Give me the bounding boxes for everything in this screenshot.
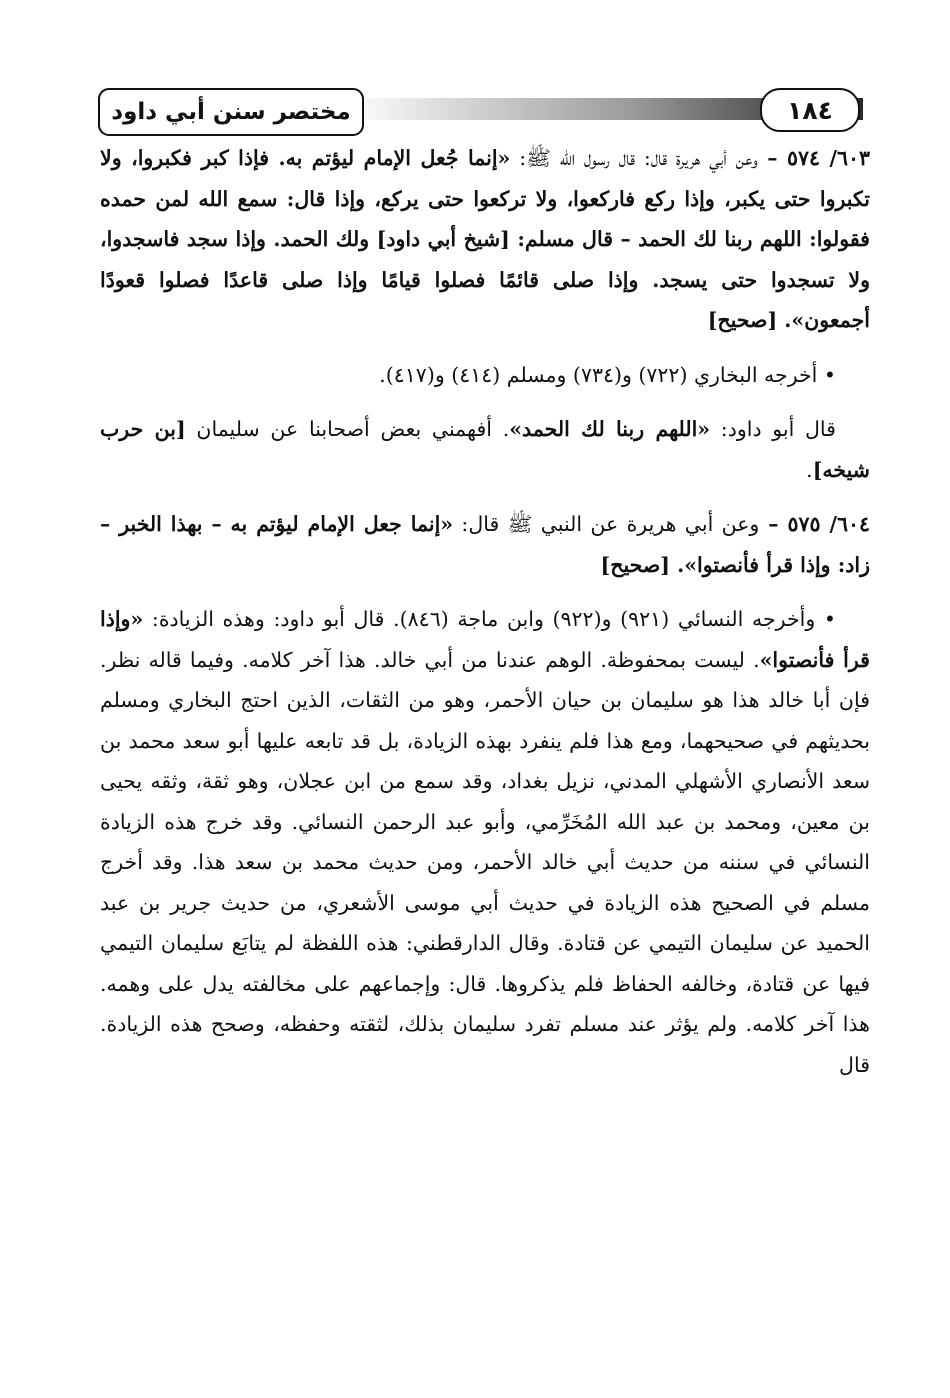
takhrij-604-intro: • وأخرجه النسائي (٩٢١) و(٩٢٢) وابن ماجة (٨٤٦). قال أبو داود: وهذه الزيادة: [143, 607, 837, 631]
takhrij-603-text: • أخرجه البخاري (٧٢٢) و(٧٣٤) ومسلم (٤١٤) و(٤١٧). [379, 362, 836, 387]
comment-603-end: . [806, 457, 813, 482]
takhrij-604-quote: «وإذا قرأ فأنصتوا» [100, 607, 870, 672]
page-header [98, 88, 868, 140]
hadith-604-intro: وعن أبي هريرة عن النبي ﷺ قال: [453, 512, 760, 536]
hadith-603-paragraph [100, 138, 870, 341]
hadith-603-text: «إنما جُعل الإمام ليؤتم به. فإذا كبر فكبروا، ولا تكبروا حتى يكبر، وإذا ركع فاركعوا، ولا تركعوا حتى يركع، وإذا قال: سمع الله لمن حمده فقولوا: اللهم ربنا لك الحمد – قال مسلم: [شيخ أبي داود] ولك الحمد. وإذا سجد فاسجدوا، ولا تسجدوا حتى يسجد. وإذا صلى قائمًا فصلوا قيامًا وإذا صلى قاعدًا فصلوا قعودًا أجمعون». [صحيح] [100, 146, 870, 332]
page-body [100, 138, 870, 1085]
page-number: ١٨٤ [760, 88, 860, 132]
takhrij-604-note [100, 599, 870, 1085]
book-title: مختصر سنن أبي داود [98, 88, 364, 136]
comment-603-quote: «اللهم ربنا لك الحمد» [509, 417, 711, 441]
takhrij-604-discussion: . ليست بمحفوظة. الوهم عندنا من أبي خالد. هذا آخر كلامه. وفيما قاله نظر. فإن أبا خالد هذا هو سليمان بن حيان الأحمر، وهو من الثقات، الذين احتج البخاري ومسلم بحديثهم في صحيحهما، ومع هذا فلم ينفرد بهذه الزيادة، بل قد تابعه عليها أبو سعد محمد بن سعد الأنصاري الأشهلي المدني، نزيل بغداد، وقد سمع من ابن عجلان، وهو ثقة، وثقه يحيى بن معين، ومحمد بن عبد الله المُخَرِّمي، وأبو عبد الرحمن النسائي. وقد خرج هذه الزيادة النسائي في سننه من حديث أبي خالد الأحمر، ومن حديث محمد بن سعد هذا. وقد أخرج مسلم في الصحيح هذه الزيادة في حديث أبي موسى الأشعري، من حديث جرير بن عبد الحميد عن سليمان التيمي عن قتادة. وقال الدارقطني: هذه اللفظة لم يتابَع سليمان التيمي فيها عن قتادة، وخالفه الحفاظ فلم يذكروها. قال: وإجماعهم على مخالفته يدل على وهمه. هذا آخر كلامه. ولم يؤثر عند مسلم تفرد سليمان بذلك، لثقته وحفظه، وصحح هذه الزيادة. قال [100, 647, 870, 1077]
hadith-604-text: «إنما جعل الإمام ليؤتم به – بهذا الخبر – زاد: وإذا قرأ فأنصتوا». [صحيح] [100, 512, 870, 577]
comment-603-intro: قال أبو داود: [710, 417, 836, 441]
hadith-604-number: ٦٠٤/ ٥٧٥ – [759, 512, 870, 536]
comment-603-bracket: [بن حرب شيخه] [100, 417, 870, 482]
hadith-603-intro: وعن أبي هريرة قال: قال رسول الله ﷺ: [510, 146, 758, 170]
takhrij-603-note [100, 355, 870, 396]
comment-603-middle: . أفهمني بعض أصحابنا عن سليمان [185, 417, 510, 441]
hadith-603-number: ٦٠٣/ ٥٧٤ – [757, 146, 871, 170]
hadith-604-paragraph [100, 504, 870, 585]
abu-dawud-comment-603 [100, 409, 870, 490]
